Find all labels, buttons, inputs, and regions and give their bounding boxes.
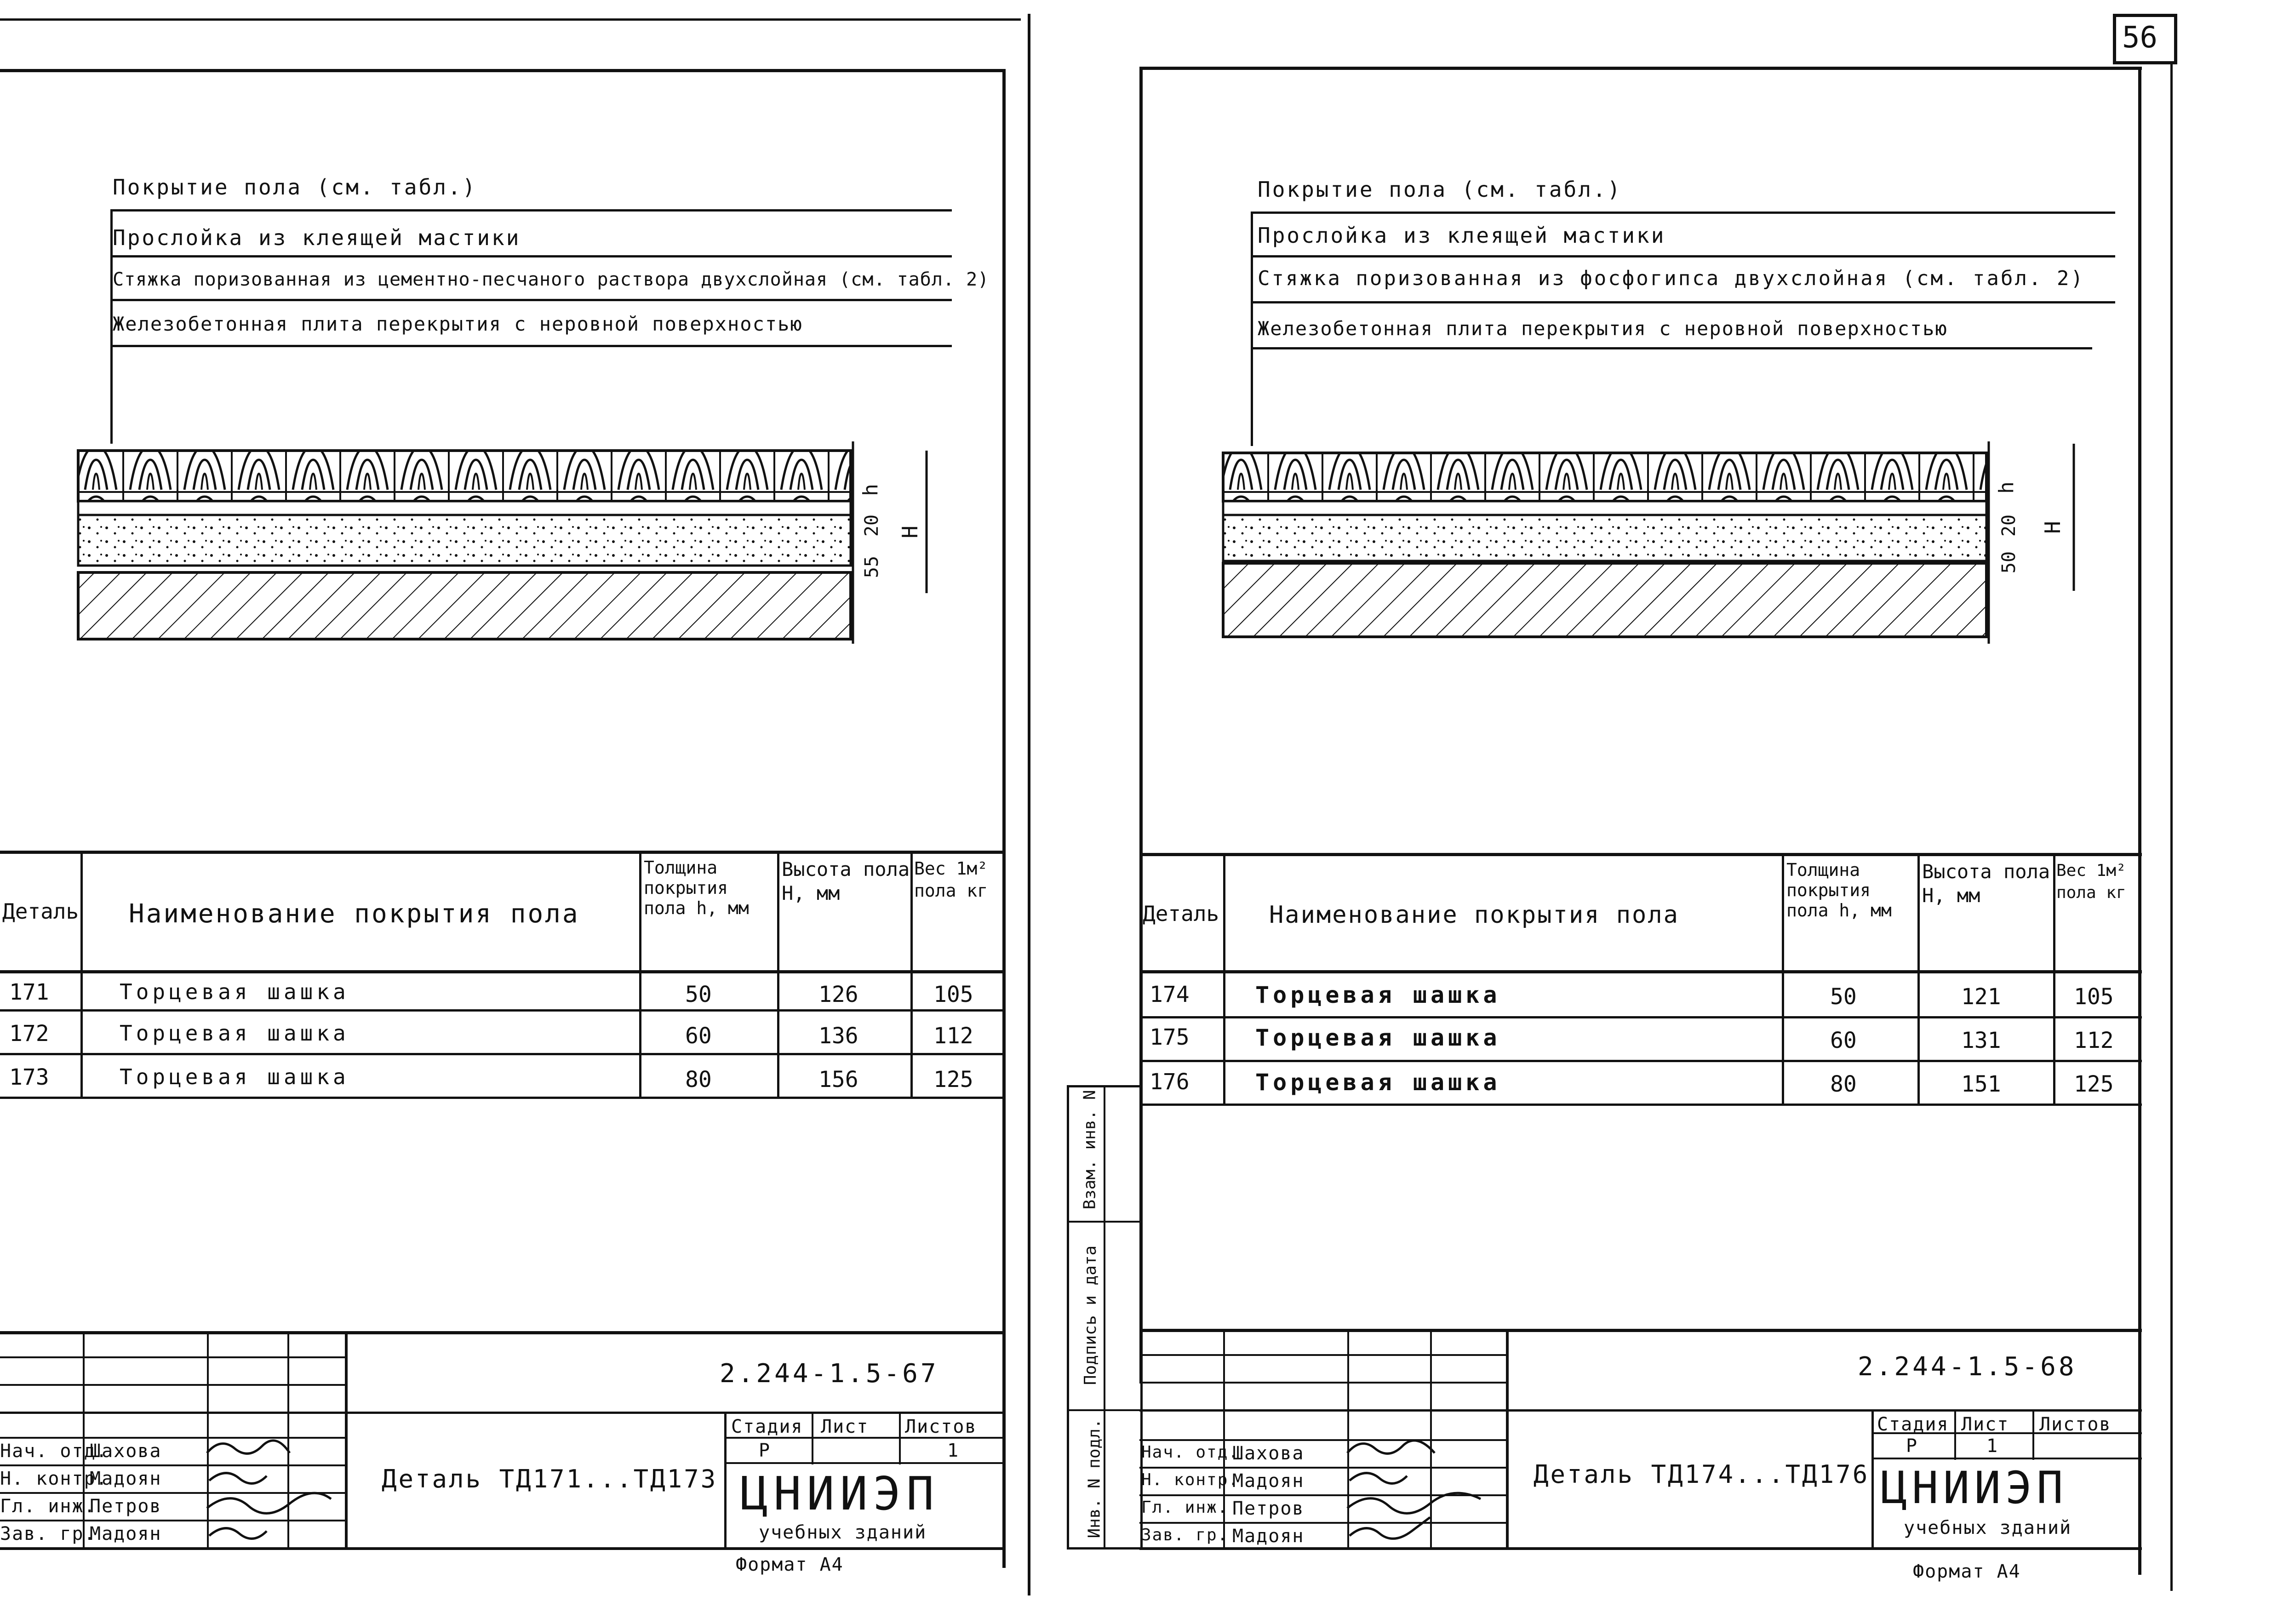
role-label: Н. контр. [0,1468,108,1489]
dim-H: H [897,526,922,538]
row-name: Торцевая шашка [120,1021,349,1046]
stamp-line [1139,1329,2142,1332]
role-label: Гл. инж. [0,1496,96,1517]
callout-slab: Железобетонная плита перекрытия с неровной поверхностью [1258,317,1948,340]
row-weight: 112 [933,1023,973,1049]
row-detail: 175 [1150,1024,1190,1050]
stage-value: Р [759,1440,771,1461]
th-height: Высота пола Н, мм [1922,860,2050,907]
stage-header: Листов [905,1416,977,1437]
callout-underline [110,209,952,212]
person-name: Петров [1232,1498,1305,1519]
role-label: Нач. отд. [0,1441,108,1462]
right-sheet-frame-right [2138,67,2141,1575]
row-name: Торцевая шашка [120,979,349,1004]
stamp-title: Деталь ТД171...ТД173 [382,1464,718,1493]
table-border-top [0,851,1006,854]
table-col-line [1782,853,1784,1106]
stamp-line [0,1384,345,1386]
th-name: Наименование покрытия пола [129,899,580,929]
side-strip-col [1104,1085,1105,1550]
th-detail: Деталь [1143,901,1219,926]
table-header-bottom [0,970,1006,973]
row-h: 50 [1830,984,1857,1010]
stage-header: Лист [821,1416,869,1437]
sheet-divider [1028,14,1030,1595]
stage-value: 1 [1986,1435,1999,1457]
outer-right-edge [2170,64,2173,1591]
row-H: 156 [818,1067,858,1092]
person-name: Мадоян [90,1523,162,1544]
person-name: Петров [90,1496,162,1517]
stamp-col [899,1412,901,1464]
stamp-col [1871,1409,1874,1550]
row-H: 126 [818,982,858,1007]
stamp-title: Деталь ТД174...ТД176 [1534,1460,1870,1489]
org-subtitle: учебных зданий [759,1522,927,1543]
row-name: Торцевая шашка [120,1064,349,1089]
row-h: 50 [685,982,712,1007]
side-label-inventory: Инв. N подл. [1085,1418,1104,1538]
stage-header: Стадия [1877,1414,1949,1435]
callout-underline [110,299,952,301]
stamp-line [0,1547,1006,1550]
person-name: Мадоян [90,1468,162,1489]
stamp-col [812,1412,813,1464]
stamp-line [724,1462,1006,1464]
dim-50: 50 [1998,551,2020,574]
row-weight: 105 [933,982,973,1007]
person-name: Мадоян [1232,1526,1305,1547]
left-sheet-frame-top [0,69,1006,72]
dim-h: h [1994,481,2018,494]
table-row-line [1139,1060,2142,1062]
th-thickness: Толщина покрытия пола h, мм [1786,860,1892,921]
leader-line [1251,212,1253,446]
row-name: Торцевая шашка [1255,982,1501,1008]
callout-adhesive: Прослойка из клеящей мастики [113,225,521,250]
dim-20: 20 [1998,514,2020,537]
th-name: Наименование покрытия пола [1269,901,1679,929]
table-header-bottom [1139,970,2142,973]
stage-header: Лист [1961,1414,2009,1435]
format-label: Формат А4 [736,1554,844,1575]
row-H: 131 [1961,1028,2001,1053]
row-h: 80 [1830,1071,1857,1097]
org-logo: ЦНИИЭП [740,1467,940,1521]
role-label: Н. контр. [1141,1470,1240,1489]
th-weight: Вес 1м² пола кг [914,858,988,901]
stage-value: 1 [947,1440,960,1461]
dim-H: H [2040,521,2065,534]
person-name: Шахова [1232,1443,1305,1464]
table-col-line [1223,853,1225,1106]
stage-header: Листов [2039,1414,2112,1435]
callout-underline [1251,212,2115,214]
side-label-signature: Подпись и дата [1081,1245,1100,1385]
table-row-line [0,1009,1006,1012]
side-strip-row [1067,1409,1143,1411]
callout-underline [1251,255,2115,257]
callout-covering: Покрытие пола (см. табл.) [1258,177,1622,202]
row-detail: 172 [9,1021,49,1046]
row-H: 151 [1961,1071,2001,1097]
stamp-line [0,1412,1006,1414]
row-H: 121 [1961,984,2001,1010]
callout-underline [110,345,952,347]
row-detail: 173 [9,1064,49,1090]
stamp-line [1871,1458,2142,1459]
callout-screed: Стяжка поризованная из фосфогипса двухслойная (см. табл. 2) [1258,267,2085,290]
th-thickness: Толщина покрытия пола h, мм [644,858,749,918]
role-label: Нач. отд. [1141,1443,1240,1462]
th-height: Высота пола Н, мм [782,858,910,904]
floor-section-left [69,441,943,662]
callout-underline [1251,301,2115,303]
stage-value: Р [1906,1435,1918,1457]
row-name: Торцевая шашка [1255,1069,1501,1096]
stamp-col [724,1412,727,1550]
side-strip-row [1067,1221,1143,1223]
right-sheet-frame-top [1139,67,2142,70]
table-row-line [1139,1104,2142,1106]
callout-covering: Покрытие пола (см. табл.) [113,175,477,200]
row-weight: 125 [933,1067,973,1092]
role-label: Зав. гр. [0,1523,96,1544]
stamp-col [1954,1409,1956,1460]
leader-line [110,209,113,444]
stamp-col [2032,1409,2034,1460]
row-detail: 174 [1150,982,1190,1007]
top-rule-left [0,18,1021,21]
signature-scribbles [202,1435,349,1550]
person-name: Мадоян [1232,1470,1305,1492]
row-detail: 176 [1150,1069,1190,1095]
stamp-line [1139,1547,2142,1550]
row-h: 80 [685,1067,712,1092]
callout-underline [110,255,952,257]
format-label: Формат А4 [1913,1561,2021,1582]
row-name: Торцевая шашка [1255,1024,1501,1051]
row-weight: 112 [2074,1028,2114,1053]
row-h: 60 [685,1023,712,1049]
person-name: Шахова [90,1441,162,1462]
table-border-top [1139,853,2142,856]
role-label: Зав. гр. [1141,1526,1229,1544]
stamp-line [0,1356,345,1358]
left-sheet-frame-right [1002,69,1006,1568]
role-label: Гл. инж. [1141,1498,1229,1517]
row-h: 60 [1830,1028,1857,1053]
table-col-line [80,851,83,1099]
callout-adhesive: Прослойка из клеящей мастики [1258,223,1666,248]
org-logo: ЦНИИЭП [1881,1462,2068,1514]
row-detail: 171 [9,979,49,1005]
stamp-code: 2.244-1.5-67 [720,1359,939,1389]
table-row-line [1139,1016,2142,1018]
stamp-line [1139,1409,2142,1412]
row-H: 136 [818,1023,858,1049]
signature-scribbles [1343,1435,1517,1550]
stamp-code: 2.244-1.5-68 [1858,1352,2077,1382]
page-number: 56 [2122,21,2158,55]
th-detail: Деталь [2,899,79,924]
dim-55: 55 [861,555,883,578]
table-row-line [0,1053,1006,1055]
row-weight: 105 [2074,984,2114,1010]
th-weight: Вес 1м² пола кг [2056,861,2126,902]
floor-section-right [1214,441,2088,662]
stamp-line [0,1331,1006,1334]
table-col-line [2053,853,2055,1106]
side-label-replace: Взам. инв. N [1080,1090,1099,1210]
dim-h: h [858,484,882,496]
stamp-line [1139,1354,1507,1356]
stamp-line [1139,1382,1507,1384]
row-weight: 125 [2074,1071,2114,1097]
dim-20: 20 [861,514,883,537]
table-col-line [777,851,779,1099]
table-row-line [0,1097,1006,1099]
table-col-line [1917,853,1920,1106]
org-subtitle: учебных зданий [1904,1517,2072,1538]
stage-header: Стадия [731,1416,803,1437]
table-col-line [639,851,641,1099]
callout-underline [1251,347,2092,349]
callout-slab: Железобетонная плита перекрытия с неровной поверхностью [113,313,803,335]
table-col-line [910,851,913,1099]
callout-screed: Стяжка поризованная из цементно-песчаного раствора двухслойная (см. табл. 2) [113,269,990,290]
